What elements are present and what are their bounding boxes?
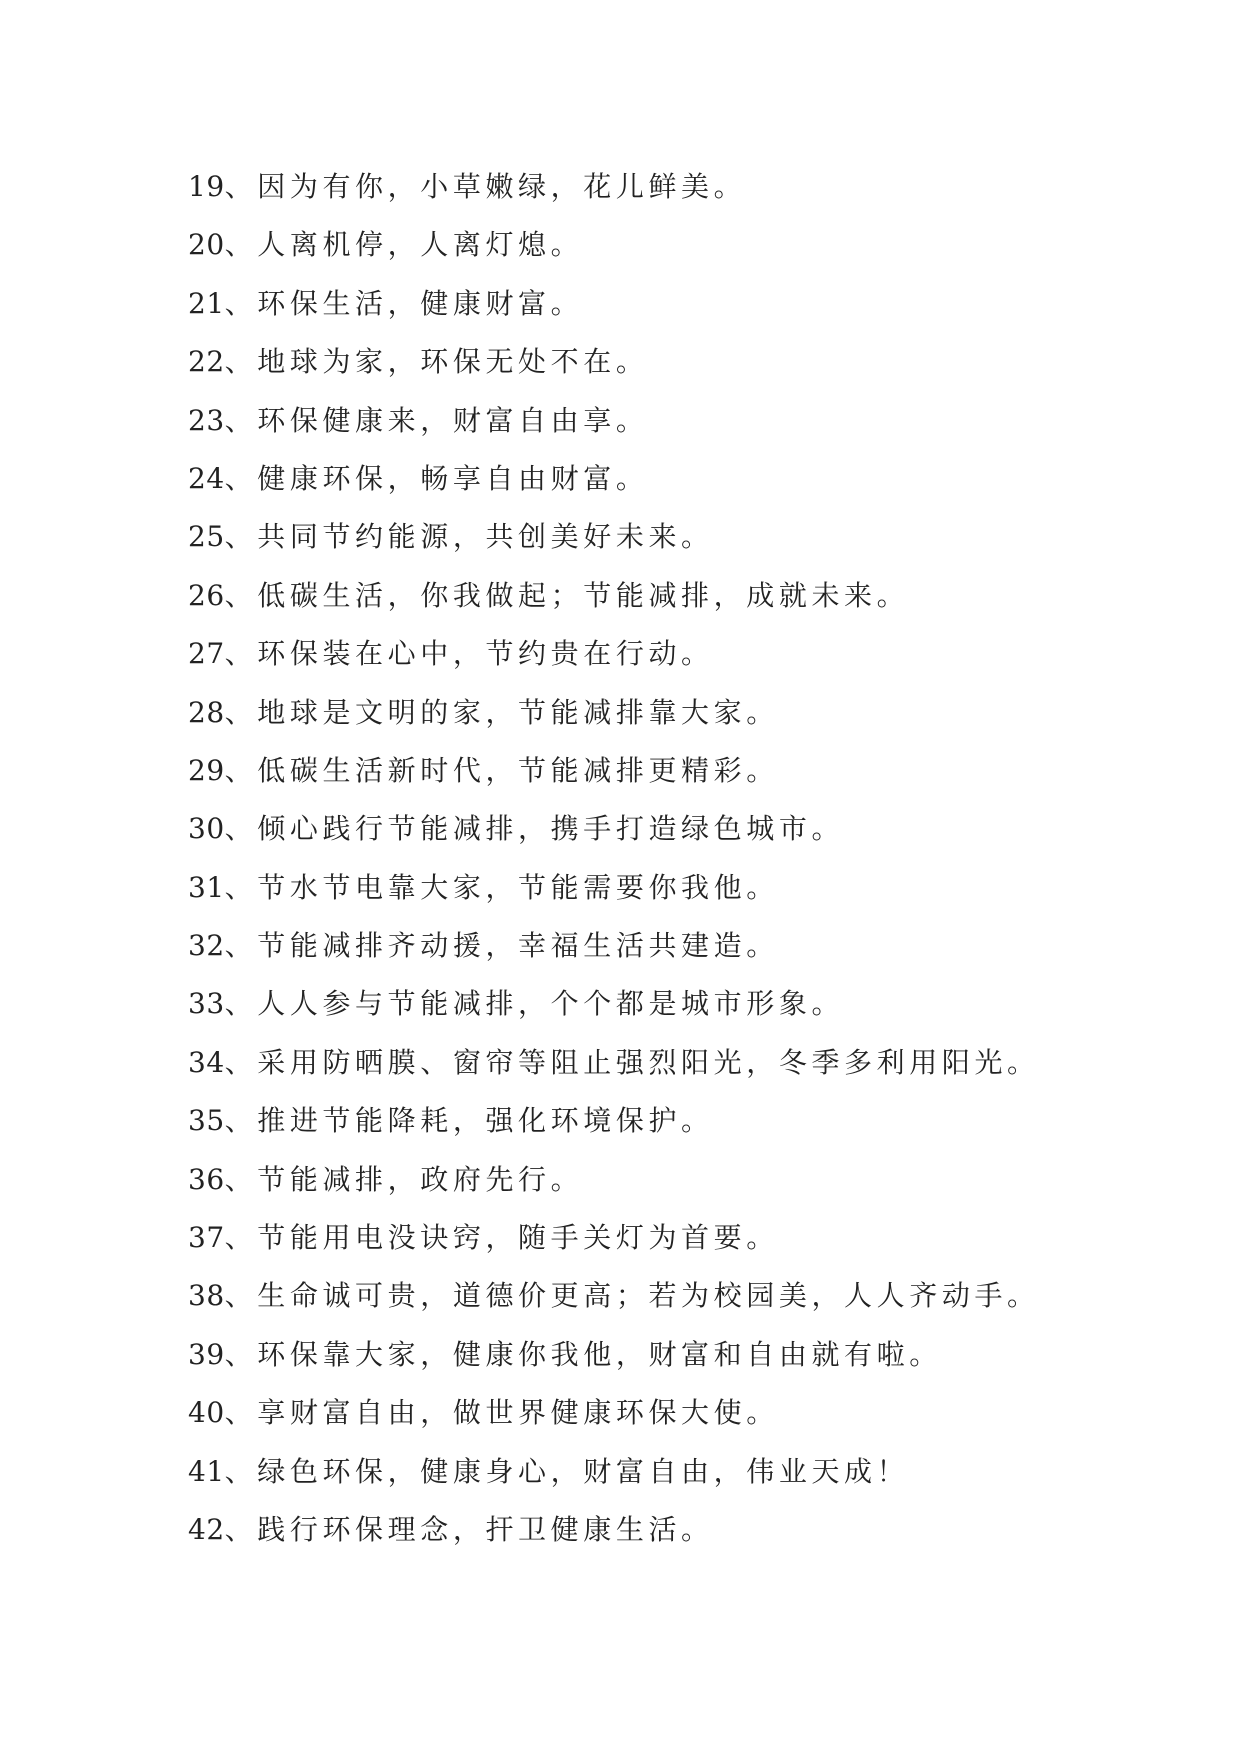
list-item — [188, 275, 1188, 333]
list-item — [188, 1151, 1188, 1209]
item-number: 32 — [188, 929, 225, 963]
list-item — [188, 625, 1188, 683]
list-item — [188, 392, 1188, 450]
item-text: 、环保生活，健康财富。 — [224, 286, 584, 320]
item-text: 、节能减排，政府先行。 — [224, 1162, 584, 1196]
list-item — [188, 1209, 1188, 1267]
list-item — [188, 1326, 1188, 1384]
item-number: 25 — [188, 520, 225, 554]
item-text: 、节能用电没诀窍，随手关灯为首要。 — [224, 1221, 779, 1255]
item-text: 、绿色环保，健康身心，财富自由，伟业天成！ — [224, 1454, 910, 1488]
list-item — [188, 508, 1188, 566]
item-number: 34 — [188, 1045, 225, 1079]
list-item — [188, 567, 1188, 625]
item-number: 28 — [188, 695, 225, 729]
item-text: 、生命诚可贵，道德价更高；若为校园美，人人齐动手。 — [224, 1279, 1040, 1313]
item-text: 、节水节电靠大家，节能需要你我他。 — [224, 870, 779, 904]
item-text: 、人人参与节能减排，个个都是城市形象。 — [224, 987, 845, 1021]
list-item — [188, 684, 1188, 742]
item-text: 、环保健康来，财富自由享。 — [224, 403, 649, 437]
item-number: 22 — [188, 345, 225, 379]
list-item — [188, 1384, 1188, 1442]
item-text: 、人离机停，人离灯熄。 — [224, 228, 584, 262]
list-item — [188, 1443, 1188, 1501]
item-text: 、因为有你，小草嫩绿，花儿鲜美。 — [224, 170, 747, 203]
item-text: 、地球是文明的家，节能减排靠大家。 — [224, 695, 779, 729]
list-item — [188, 158, 1188, 216]
list-item — [188, 1501, 1188, 1559]
item-number: 23 — [188, 403, 225, 437]
item-number: 35 — [188, 1104, 225, 1138]
item-text: 、采用防晒膜、窗帘等阻止强烈阳光，冬季多利用阳光。 — [224, 1045, 1040, 1079]
list-item — [188, 333, 1188, 391]
item-number: 39 — [188, 1337, 225, 1371]
item-text: 、低碳生活，你我做起；节能减排，成就未来。 — [224, 578, 910, 612]
item-text: 、环保装在心中，节约贵在行动。 — [224, 637, 714, 671]
item-number: 38 — [188, 1279, 225, 1313]
item-number: 27 — [188, 637, 225, 671]
item-number: 30 — [188, 812, 225, 846]
list-item — [188, 1267, 1188, 1325]
item-text: 、践行环保理念，扞卫健康生活。 — [224, 1512, 714, 1546]
item-number: 37 — [188, 1221, 225, 1255]
list-item — [188, 800, 1188, 858]
list-item — [188, 1034, 1188, 1092]
item-text: 、享财富自由，做世界健康环保大使。 — [224, 1396, 779, 1430]
list-item — [188, 742, 1188, 800]
item-number: 40 — [188, 1396, 225, 1430]
item-text: 、环保靠大家，健康你我他，财富和自由就有啦。 — [224, 1337, 942, 1371]
item-number: 21 — [188, 286, 225, 320]
item-number: 26 — [188, 578, 225, 612]
item-number: 42 — [188, 1512, 225, 1546]
list-item — [188, 450, 1188, 508]
slogan-list — [188, 158, 1188, 1559]
item-text: 、倾心践行节能减排，携手打造绿色城市。 — [224, 812, 845, 846]
item-number: 36 — [188, 1162, 225, 1196]
item-number: 33 — [188, 987, 225, 1021]
list-item — [188, 975, 1188, 1033]
item-number: 29 — [188, 753, 225, 787]
list-item — [188, 917, 1188, 975]
item-text: 、节能减排齐动援，幸福生活共建造。 — [224, 929, 779, 963]
item-number: 19 — [188, 170, 225, 203]
list-item — [188, 1092, 1188, 1150]
item-number: 24 — [188, 461, 225, 495]
item-number: 20 — [188, 228, 225, 262]
item-number: 41 — [188, 1454, 225, 1488]
item-text: 、推进节能降耗，强化环境保护。 — [224, 1104, 714, 1138]
list-item — [188, 859, 1188, 917]
list-item — [188, 216, 1188, 274]
item-number: 31 — [188, 870, 225, 904]
item-text: 、健康环保，畅享自由财富。 — [224, 461, 649, 495]
item-text: 、共同节约能源，共创美好未来。 — [224, 520, 714, 554]
item-text: 、低碳生活新时代，节能减排更精彩。 — [224, 753, 779, 787]
item-text: 、地球为家，环保无处不在。 — [224, 345, 649, 379]
